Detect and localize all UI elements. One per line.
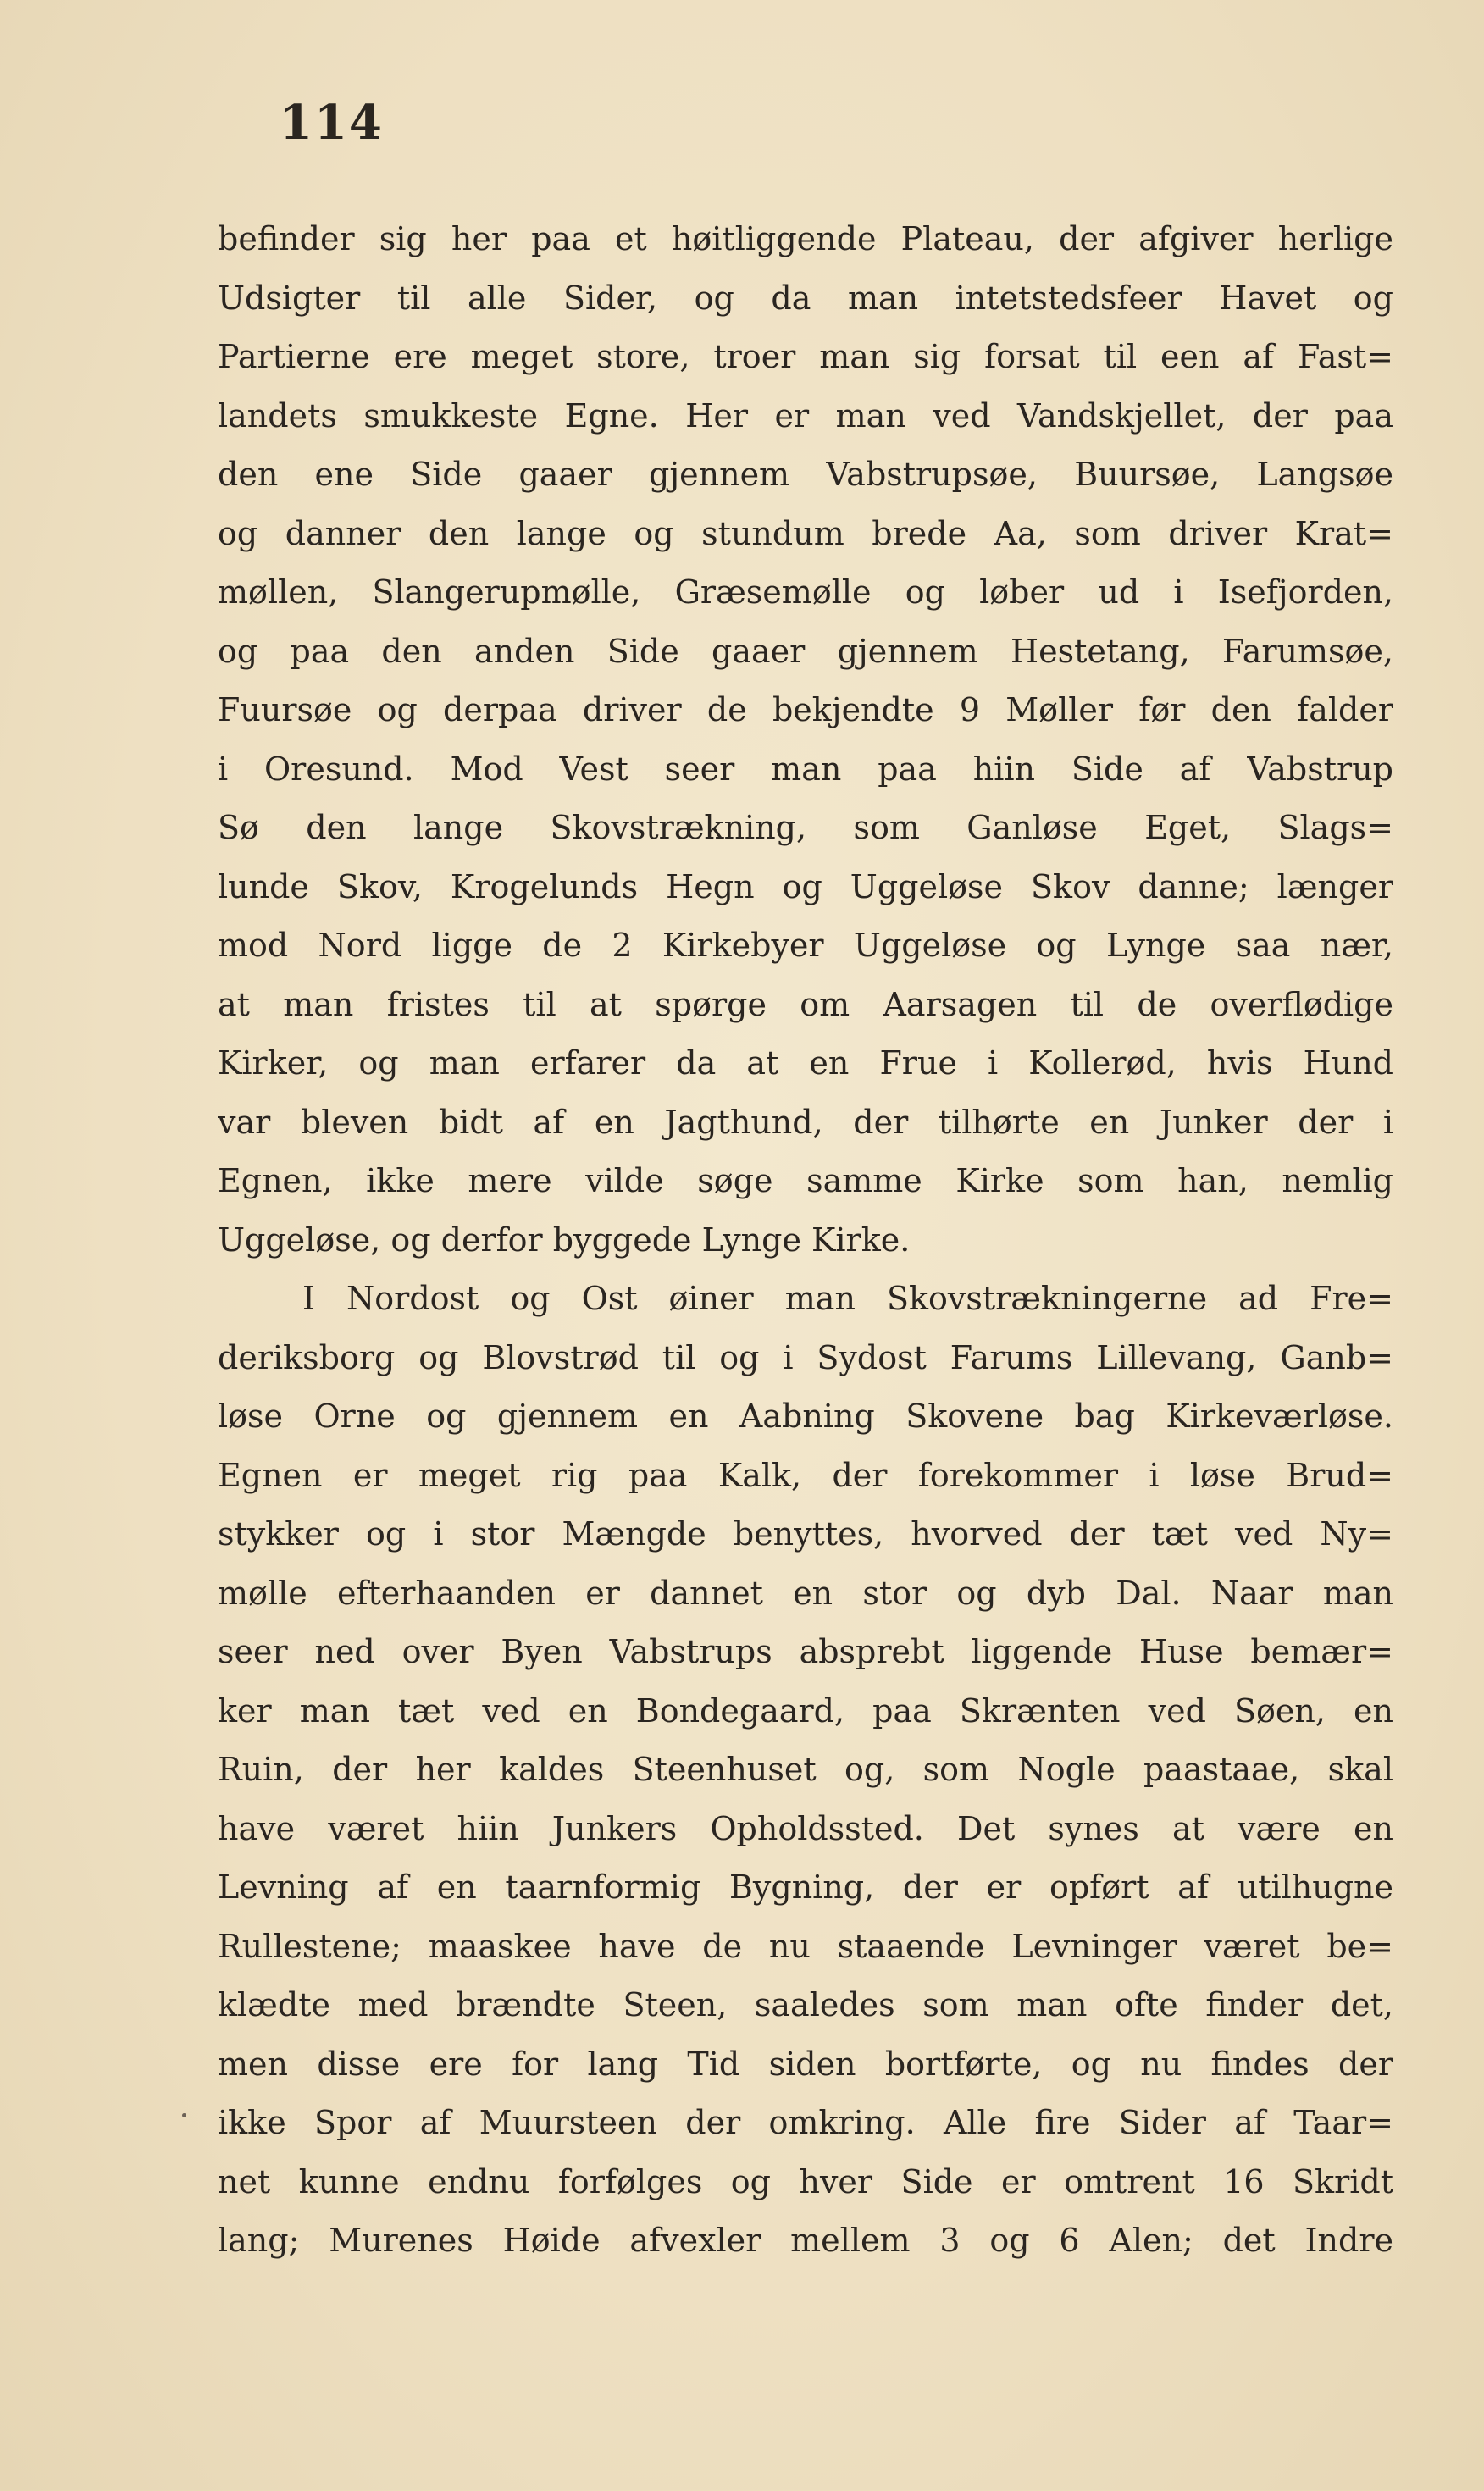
text-line: og danner den lange og stundum brede Aa, som driver Krat= (218, 514, 1393, 552)
text-line: Egnen er meget rig paa Kalk, der forekommer i løse Brud= (218, 1456, 1393, 1494)
paragraph-2 (218, 1270, 1393, 2271)
body-text (218, 210, 1393, 2271)
text-line: Sø den lange Skovstrækning, som Ganløse Eget, Slags= (218, 809, 1393, 846)
text-line: Uggeløse, og derfor byggede Lynge Kirke. (218, 1221, 911, 1259)
text-line: møllen, Slangerupmølle, Græsemølle og løber ud i Isefjorden, (218, 573, 1393, 611)
text-line: stykker og i stor Mængde benyttes, hvorved der tæt ved Ny= (218, 1515, 1393, 1553)
text-line: landets smukkeste Egne. Her er man ved Vandskjellet, der paa (218, 396, 1393, 435)
text-line: seer ned over Byen Vabstrups absprebt liggende Huse bemær= (218, 1633, 1393, 1670)
text-line: Rullestene; maaskee have de nu staaende Levninger været be= (218, 1927, 1393, 1965)
text-line: Ruin, der her kaldes Steenhuset og, som Nogle paastaae, skal (218, 1751, 1393, 1788)
text-line: lang; Murenes Høide afvexler mellem 3 og 6 Alen; det Indre (218, 2222, 1393, 2259)
text-line: Kirker, og man erfarer da at en Frue i Kollerød, hvis Hund (218, 1044, 1393, 1082)
text-line: ikke Spor af Muursteen der omkring. Alle fire Sider af Taar= (218, 2104, 1393, 2141)
text-line: net kunne endnu forfølges og hver Side er omtrent 16 Skridt (218, 2162, 1393, 2200)
text-line: deriksborg og Blovstrød til og i Sydost Farums Lillevang, Ganb= (218, 1338, 1393, 1376)
text-line: løse Orne og gjennem en Aabning Skovene bag Kirkeværløse. (218, 1398, 1393, 1435)
text-line: Udsigter til alle Sider, og da man intetstedsfeer Havet og (218, 279, 1393, 317)
text-line: befinder sig her paa et høitliggende Plateau, der afgiver herlige (218, 220, 1393, 257)
text-line: Levning af en taarnformig Bygning, der er opført af utilhugne (218, 1868, 1393, 1906)
text-line: i Oresund. Mod Vest seer man paa hiin Side af Vabstrup (218, 750, 1393, 788)
text-line: lunde Skov, Krogelunds Hegn og Uggeløse Skov danne; længer (218, 867, 1393, 905)
text-line: have været hiin Junkers Opholdssted. Det synes at være en (218, 1809, 1393, 1847)
text-line: I Nordost og Ost øiner man Skovstrækningerne ad Fre= (302, 1280, 1393, 1317)
text-line: mølle efterhaanden er dannet en stor og dyb Dal. Naar man (218, 1574, 1393, 1612)
page-number: 114 (280, 95, 384, 151)
text-line: den ene Side gaaer gjennem Vabstrupsøe, Buursøe, Langsøe (218, 456, 1393, 493)
text-line: Partierne ere meget store, troer man sig forsat til een af Fast= (218, 338, 1393, 375)
text-line: klædte med brændte Steen, saaledes som man ofte finder det, (218, 1986, 1393, 2023)
text-line: Fuursøe og derpaa driver de bekjendte 9 Møller før den falder (218, 691, 1393, 728)
paragraph-1 (218, 210, 1393, 1270)
text-line: at man fristes til at spørge om Aarsagen til de overflødige (218, 985, 1393, 1023)
text-line: men disse ere for lang Tid siden bortførte, og nu findes der (218, 2045, 1393, 2083)
text-line: mod Nord ligge de 2 Kirkebyer Uggeløse og Lynge saa nær, (218, 927, 1393, 964)
text-line: og paa den anden Side gaaer gjennem Hestetang, Farumsøe, (218, 632, 1393, 670)
margin-speck (182, 2113, 186, 2117)
text-line: var bleven bidt af en Jagthund, der tilhørte en Junker der i (218, 1103, 1393, 1141)
text-line: ker man tæt ved en Bondegaard, paa Skrænten ved Søen, en (218, 1691, 1393, 1730)
text-line: Egnen, ikke mere vilde søge samme Kirke som han, nemlig (218, 1162, 1393, 1199)
